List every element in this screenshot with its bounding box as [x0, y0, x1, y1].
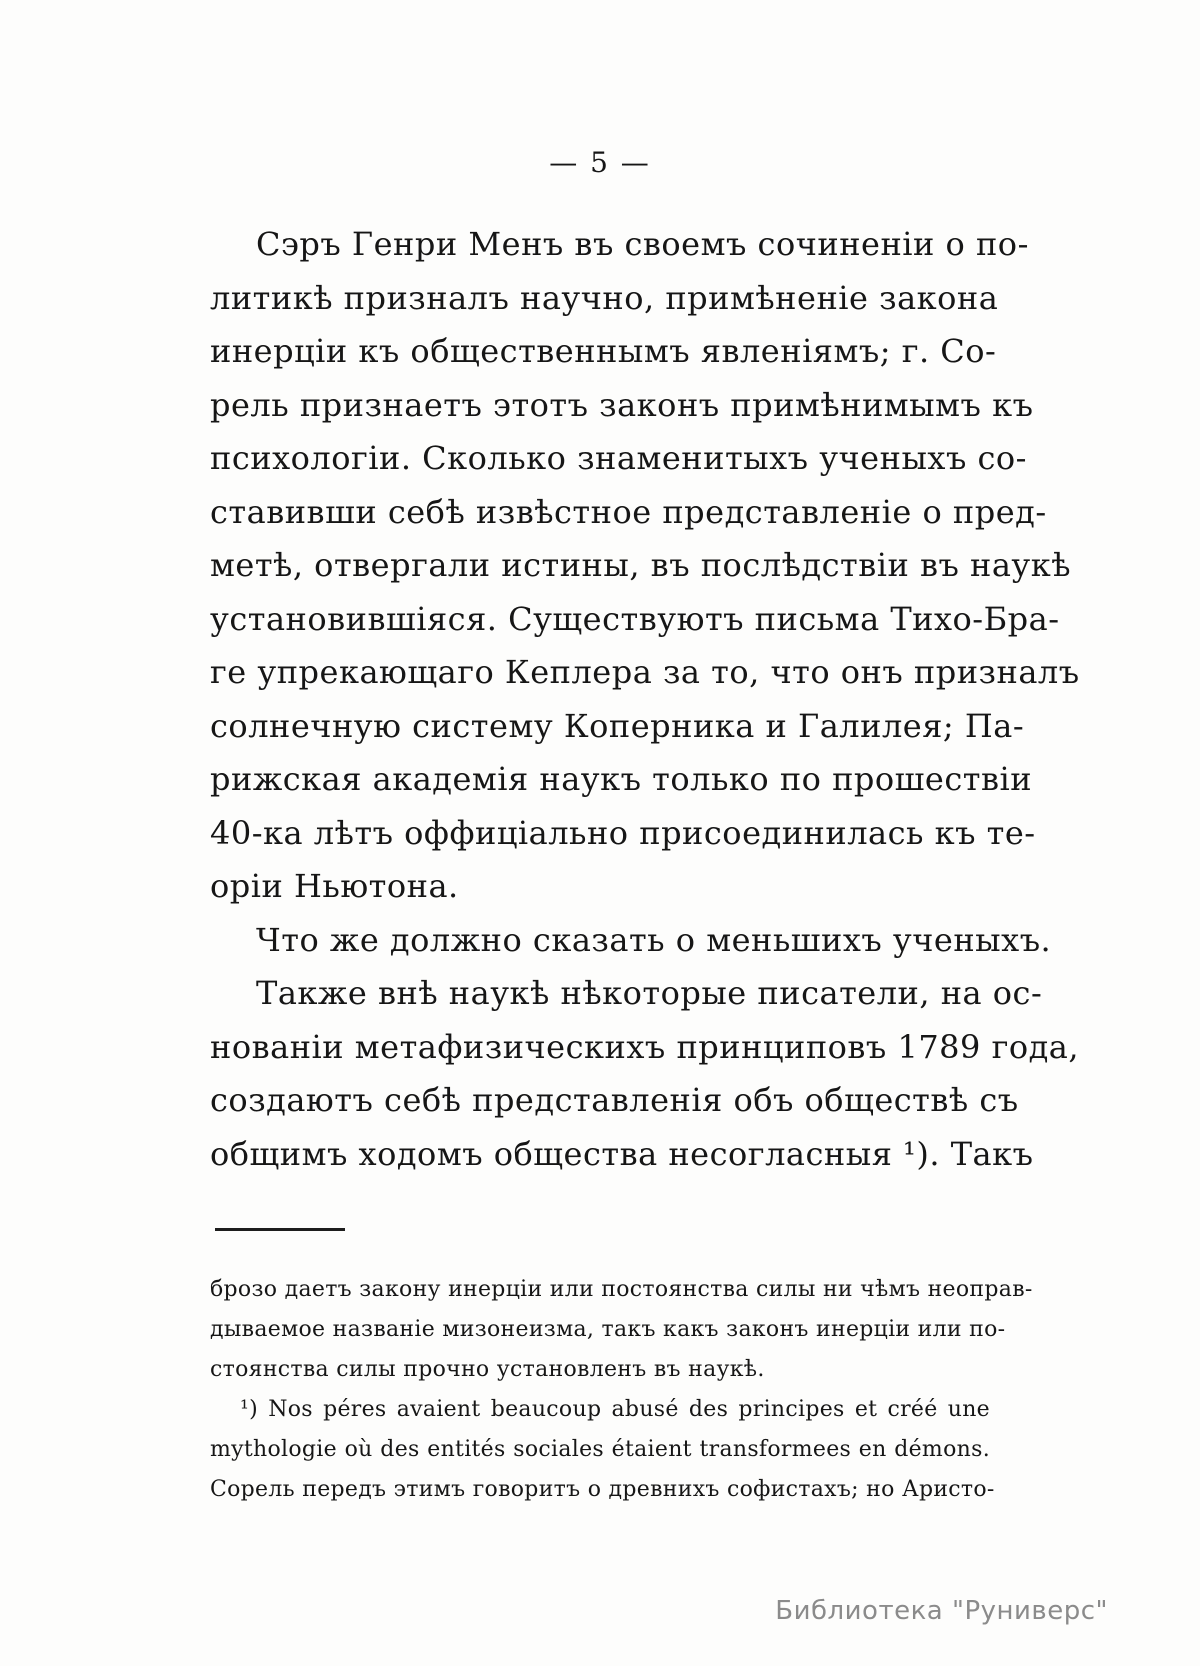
body-line: рель признаетъ этотъ законъ примѣнимымъ къ [210, 385, 1034, 424]
body-line: нованіи метафизическихъ принциповъ 1789 года, [210, 1027, 1080, 1066]
library-watermark: Библиотека "Руниверс" [775, 1596, 1108, 1626]
body-line: рижская академія наукъ только по прошествіи [210, 760, 1033, 798]
footnote-line: Сорель передъ этимъ говоритъ о древнихъ софистахъ; но Аристо- [210, 1477, 995, 1502]
body-line: Что же должно сказать о меньшихъ ученыхъ. [256, 920, 1052, 959]
body-line: создаютъ себѣ представленія объ обществѣ съ [210, 1081, 1019, 1119]
body-line: оріи Ньютона. [210, 867, 459, 905]
footnote-line: дываемое названіе мизонеизма, такъ какъ законъ инерціи или по- [210, 1317, 1006, 1342]
body-line: установившіяся. Существуютъ письма Тихо-Бра- [210, 599, 1060, 638]
footnote-line: ¹) Nos péres avaient beaucoup abusé des principes et créé une [240, 1397, 990, 1422]
body-line: инерціи къ общественнымъ явленіямъ; г. Со- [210, 332, 997, 370]
body-line: Также внѣ наукѣ нѣкоторые писатели, на ос- [256, 974, 1043, 1012]
body-text [210, 218, 1080, 1181]
body-line: общимъ ходомъ общества несогласныя ¹). Такъ [210, 1134, 1034, 1173]
body-line: ставивши себѣ извѣстное представленіе о пред- [210, 492, 1047, 531]
footnote-separator [215, 1228, 345, 1231]
body-line: метѣ, отвергали истины, въ послѣдствіи въ наукѣ [210, 546, 1072, 584]
body-line: литикѣ призналъ научно, примѣненіе закона [210, 278, 999, 317]
body-line: солнечную систему Коперника и Галилея; Па- [210, 706, 1025, 745]
body-line: 40-ка лѣтъ оффиціально присоединилась къ те- [210, 813, 1036, 852]
body-line: ге упрекающаго Кеплера за то, что онъ призналъ [210, 653, 1080, 691]
body-line: Сэръ Генри Менъ въ своемъ сочиненіи о по- [256, 225, 1029, 263]
footnote-line: стоянства силы прочно установленъ въ наукѣ. [210, 1357, 765, 1382]
page-number: — 5 — [549, 146, 651, 179]
body-line: психологіи. Сколько знаменитыхъ ученыхъ со- [210, 439, 1027, 477]
footnote-text [210, 1270, 1033, 1510]
footnote-line: mythologie où des entités sociales étaient transformees en démons. [210, 1437, 990, 1462]
footnote-line: брозо даетъ закону инерціи или постоянства силы ни чѣмъ неоправ- [210, 1277, 1033, 1302]
